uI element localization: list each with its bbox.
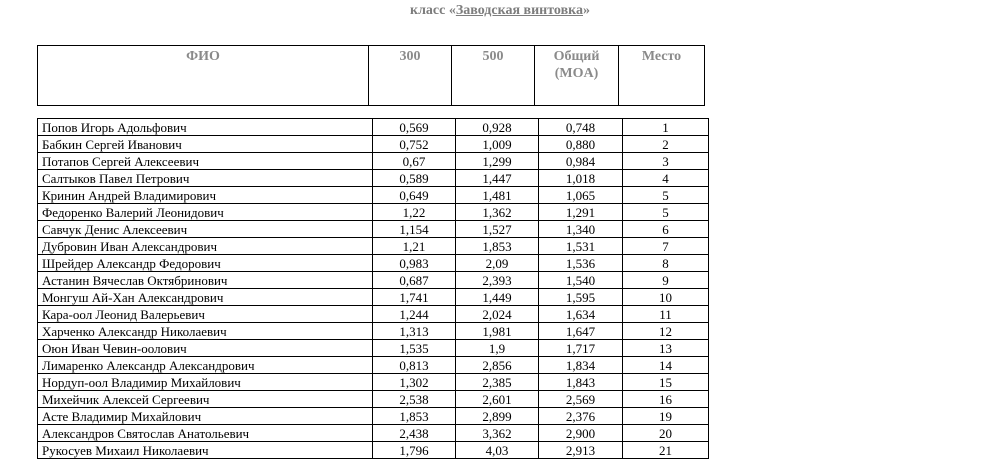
cell-total: 1,843 — [539, 374, 623, 391]
cell-300: 1,853 — [373, 408, 456, 425]
cell-300: 0,983 — [373, 255, 456, 272]
cell-300: 0,752 — [373, 136, 456, 153]
cell-place: 20 — [623, 425, 709, 442]
cell-name: Салтыков Павел Петрович — [38, 170, 373, 187]
table-row — [38, 238, 709, 255]
header-row — [38, 46, 705, 106]
cell-place: 5 — [623, 187, 709, 204]
results-table — [37, 118, 709, 459]
cell-place: 14 — [623, 357, 709, 374]
cell-300: 1,22 — [373, 204, 456, 221]
cell-total: 2,569 — [539, 391, 623, 408]
column-header-place: Место — [619, 46, 705, 106]
column-header-name: ФИО — [38, 46, 369, 106]
title-suffix: » — [583, 3, 590, 18]
cell-300: 1,535 — [373, 340, 456, 357]
cell-total: 1,340 — [539, 221, 623, 238]
cell-total: 1,540 — [539, 272, 623, 289]
cell-place: 1 — [623, 119, 709, 136]
cell-name: Лимаренко Александр Александрович — [38, 357, 373, 374]
cell-300: 0,569 — [373, 119, 456, 136]
column-header-300: 300 — [369, 46, 452, 106]
table-row — [38, 119, 709, 136]
cell-place: 2 — [623, 136, 709, 153]
cell-total: 1,531 — [539, 238, 623, 255]
cell-name: Савчук Денис Алексеевич — [38, 221, 373, 238]
cell-300: 0,813 — [373, 357, 456, 374]
cell-500: 2,393 — [456, 272, 539, 289]
cell-500: 1,481 — [456, 187, 539, 204]
table-row — [38, 391, 709, 408]
cell-place: 9 — [623, 272, 709, 289]
cell-300: 1,21 — [373, 238, 456, 255]
column-header-total: Общий (MOA) — [535, 46, 619, 106]
cell-300: 1,302 — [373, 374, 456, 391]
table-row — [38, 272, 709, 289]
table-row — [38, 289, 709, 306]
cell-total: 0,748 — [539, 119, 623, 136]
cell-name: Оюн Иван Чевин-оолович — [38, 340, 373, 357]
cell-300: 0,67 — [373, 153, 456, 170]
cell-500: 1,9 — [456, 340, 539, 357]
cell-place: 19 — [623, 408, 709, 425]
cell-300: 1,741 — [373, 289, 456, 306]
cell-place: 3 — [623, 153, 709, 170]
cell-500: 1,527 — [456, 221, 539, 238]
cell-500: 0,928 — [456, 119, 539, 136]
table-row — [38, 306, 709, 323]
table-row — [38, 374, 709, 391]
cell-300: 1,313 — [373, 323, 456, 340]
cell-name: Федоренко Валерий Леонидович — [38, 204, 373, 221]
title-prefix: класс « — [410, 3, 456, 18]
cell-300: 0,687 — [373, 272, 456, 289]
cell-500: 2,899 — [456, 408, 539, 425]
cell-name: Александров Святослав Анатольевич — [38, 425, 373, 442]
cell-name: Михейчик Алексей Сергеевич — [38, 391, 373, 408]
cell-300: 2,538 — [373, 391, 456, 408]
table-row — [38, 425, 709, 442]
column-header-500: 500 — [452, 46, 535, 106]
table-row — [38, 170, 709, 187]
table-row — [38, 442, 709, 459]
cell-name: Попов Игорь Адольфович — [38, 119, 373, 136]
table-row — [38, 153, 709, 170]
cell-name: Нордуп-оол Владимир Михайлович — [38, 374, 373, 391]
cell-500: 4,03 — [456, 442, 539, 459]
cell-500: 1,447 — [456, 170, 539, 187]
cell-place: 13 — [623, 340, 709, 357]
table-row — [38, 323, 709, 340]
cell-300: 0,589 — [373, 170, 456, 187]
cell-total: 1,717 — [539, 340, 623, 357]
cell-name: Бабкин Сергей Иванович — [38, 136, 373, 153]
cell-place: 15 — [623, 374, 709, 391]
table-row — [38, 136, 709, 153]
table-row — [38, 255, 709, 272]
cell-name: Потапов Сергей Алексеевич — [38, 153, 373, 170]
cell-total: 1,595 — [539, 289, 623, 306]
title-link[interactable]: Заводская винтовка — [455, 3, 583, 18]
cell-total: 0,984 — [539, 153, 623, 170]
cell-total: 1,634 — [539, 306, 623, 323]
cell-500: 1,299 — [456, 153, 539, 170]
cell-place: 12 — [623, 323, 709, 340]
cell-total: 1,647 — [539, 323, 623, 340]
table-row — [38, 408, 709, 425]
cell-300: 0,649 — [373, 187, 456, 204]
cell-total: 0,880 — [539, 136, 623, 153]
cell-place: 5 — [623, 204, 709, 221]
cell-place: 6 — [623, 221, 709, 238]
cell-name: Рукосуев Михаил Николаевич — [38, 442, 373, 459]
table-row — [38, 340, 709, 357]
results-header-table — [37, 45, 705, 106]
cell-place: 4 — [623, 170, 709, 187]
cell-place: 16 — [623, 391, 709, 408]
cell-total: 2,913 — [539, 442, 623, 459]
cell-name: Астанин Вячеслав Октябринович — [38, 272, 373, 289]
table-row — [38, 221, 709, 238]
cell-300: 2,438 — [373, 425, 456, 442]
cell-total: 2,376 — [539, 408, 623, 425]
cell-500: 1,981 — [456, 323, 539, 340]
cell-name: Кара-оол Леонид Валерьевич — [38, 306, 373, 323]
cell-300: 1,244 — [373, 306, 456, 323]
cell-total: 1,536 — [539, 255, 623, 272]
cell-500: 1,362 — [456, 204, 539, 221]
cell-500: 2,856 — [456, 357, 539, 374]
page-title — [0, 3, 1000, 19]
results-table-body — [38, 119, 709, 459]
table-row — [38, 204, 709, 221]
cell-total: 1,291 — [539, 204, 623, 221]
cell-500: 1,449 — [456, 289, 539, 306]
cell-total: 1,018 — [539, 170, 623, 187]
cell-name: Асте Владимир Михайлович — [38, 408, 373, 425]
cell-500: 1,853 — [456, 238, 539, 255]
cell-500: 2,09 — [456, 255, 539, 272]
cell-place: 8 — [623, 255, 709, 272]
table-row — [38, 187, 709, 204]
cell-name: Шрейдер Александр Федорович — [38, 255, 373, 272]
cell-name: Монгуш Ай-Хан Александрович — [38, 289, 373, 306]
cell-total: 2,900 — [539, 425, 623, 442]
cell-total: 1,834 — [539, 357, 623, 374]
table-row — [38, 357, 709, 374]
cell-500: 2,385 — [456, 374, 539, 391]
cell-500: 2,601 — [456, 391, 539, 408]
cell-place: 21 — [623, 442, 709, 459]
cell-place: 7 — [623, 238, 709, 255]
cell-place: 10 — [623, 289, 709, 306]
cell-300: 1,154 — [373, 221, 456, 238]
cell-name: Кринин Андрей Владимирович — [38, 187, 373, 204]
cell-name: Харченко Александр Николаевич — [38, 323, 373, 340]
cell-300: 1,796 — [373, 442, 456, 459]
cell-total: 1,065 — [539, 187, 623, 204]
cell-500: 2,024 — [456, 306, 539, 323]
cell-name: Дубровин Иван Александрович — [38, 238, 373, 255]
cell-500: 1,009 — [456, 136, 539, 153]
cell-place: 11 — [623, 306, 709, 323]
cell-500: 3,362 — [456, 425, 539, 442]
